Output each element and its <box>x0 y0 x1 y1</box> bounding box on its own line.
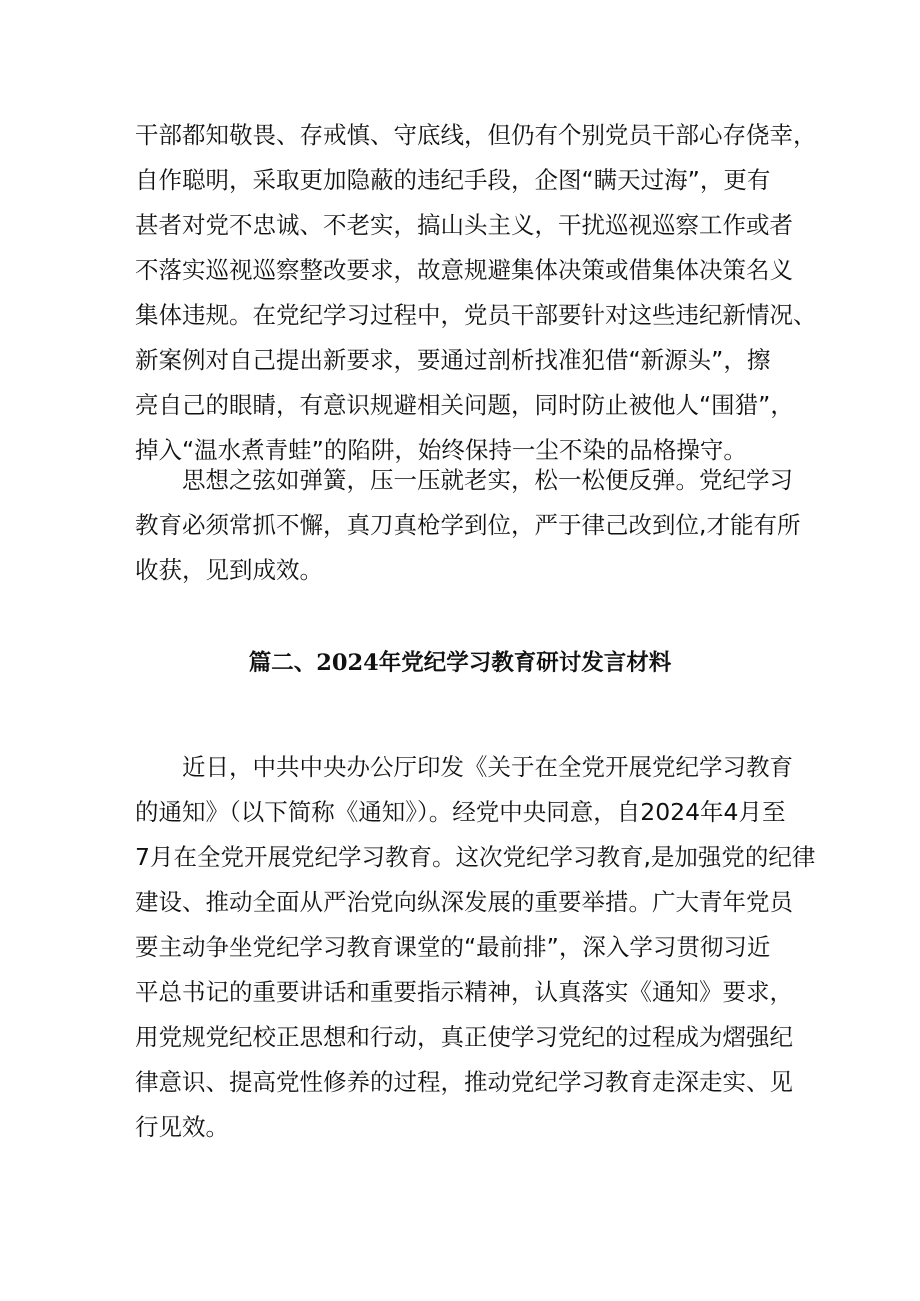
paragraph-1-line: 亮自己的眼睛，有意识规避相关问题，同时防止被他人“围猎”， <box>135 391 794 419</box>
paragraph-1-line: 干部都知敬畏、存戒慎、守底线，但仍有个别党员干部心存侥幸， <box>135 121 817 149</box>
paragraph-1-line: 自作聪明，采取更加隐蔽的违纪手段，企图“瞒天过海”，更有 <box>135 166 771 194</box>
section-heading: 篇二、2024年党纪学习教育研讨发言材料 <box>248 650 672 676</box>
paragraph-1-line: 新案例对自己提出新要求，要通过剖析找准犯借“新源头”，擦 <box>135 346 771 374</box>
paragraph-2-line: 思想之弦如弹簧，压一压就老实，松一松便反弹。党纪学习 <box>182 466 793 494</box>
paragraph-1-line: 甚者对党不忠诚、不老实，搞山头主义，干扰巡视巡察工作或者 <box>135 211 793 239</box>
paragraph-2-line: 收获，见到成效。 <box>135 556 323 584</box>
paragraph-3-line: 的通知》（以下简称《通知》）。经党中央同意，自2024年4月至 <box>135 798 786 826</box>
paragraph-3-line: 建设、推动全面从严治党向纵深发展的重要举措。广大青年党员 <box>135 888 793 916</box>
paragraph-3-line: 律意识、提高党性修养的过程，推动党纪学习教育走深走实、见 <box>135 1068 793 1096</box>
paragraph-1-line: 掉入“温水煮青蛙”的陷阱，始终保持一尘不染的品格操守。 <box>135 436 747 464</box>
paragraph-3-line: 7月在全党开展党纪学习教育。这次党纪学习教育,是加强党的纪律 <box>135 843 816 871</box>
paragraph-3-line: 近日，中共中央办公厅印发《关于在全党开展党纪学习教育 <box>182 753 793 781</box>
paragraph-1-line: 不落实巡视巡察整改要求，故意规避集体决策或借集体决策名义 <box>135 256 793 284</box>
paragraph-3-line: 行见效。 <box>135 1113 229 1141</box>
paragraph-1-line: 集体违规。在党纪学习过程中，党员干部要针对这些违纪新情况、 <box>135 301 817 329</box>
paragraph-3-line: 用党规党纪校正思想和行动，真正使学习党纪的过程成为熠强纪 <box>135 1023 793 1051</box>
paragraph-3-line: 平总书记的重要讲话和重要指示精神，认真落实《通知》要求， <box>135 978 793 1006</box>
paragraph-2-line: 教育必须常抓不懈，真刀真枪学到位，严于律己改到位,才能有所 <box>135 511 801 539</box>
paragraph-3-line: 要主动争坐党纪学习教育课堂的“最前排”，深入学习贯彻习近 <box>135 933 771 961</box>
